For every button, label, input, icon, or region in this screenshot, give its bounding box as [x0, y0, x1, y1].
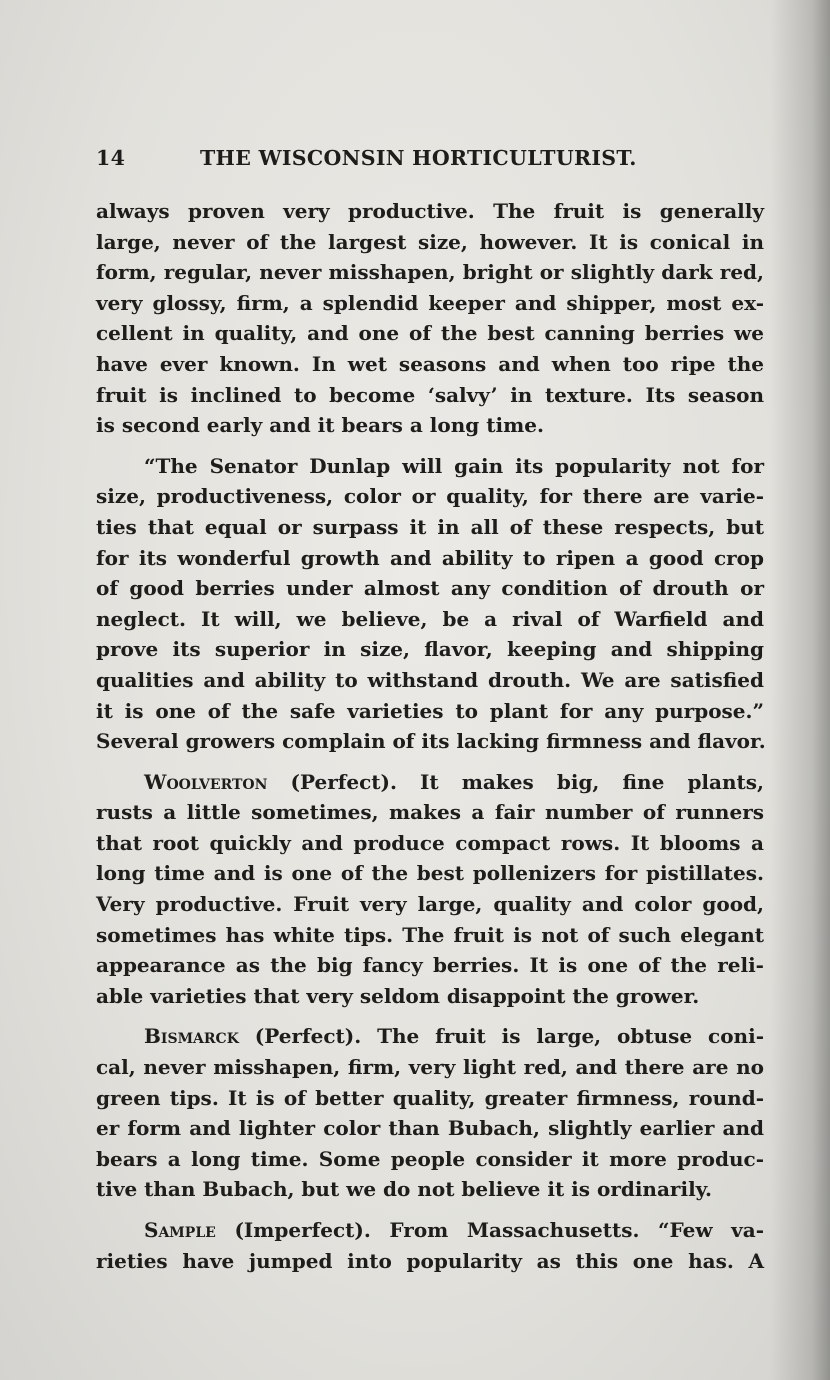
text-line — [96, 1215, 764, 1246]
text-line: of good berries under almost any condition of drouth or — [96, 576, 764, 601]
text-line: qualities and ability to withstand drouth. We are satisfied — [96, 667, 764, 692]
text-line: Several growers complain of its lacking firmness and flavor. — [96, 729, 766, 754]
text-line: appearance as the big fancy berries. It is one of the reli- — [96, 953, 764, 978]
text-line — [96, 1021, 764, 1052]
page-edge-shadow — [770, 0, 830, 1380]
text-line: cal, never misshapen, firm, very light red, and there are no — [96, 1055, 764, 1080]
text-line: size, productiveness, color or quality, for there are varie- — [96, 484, 764, 509]
text-line: prove its superior in size, flavor, keeping and shipping — [96, 637, 764, 662]
text-line: sometimes has white tips. The fruit is not of such elegant — [96, 922, 764, 947]
text-line: neglect. It will, we believe, be a rival of Warfield and — [96, 606, 764, 631]
text-line-rest: (Imperfect). From Massachusetts. “Few va- — [234, 1218, 765, 1242]
text-line — [96, 767, 764, 798]
text-line: long time and is one of the best pollenizers for pistillates. — [96, 861, 764, 886]
text-line: cellent in quality, and one of the best canning berries we — [96, 321, 764, 346]
text-line: always proven very productive. The fruit is generally — [96, 199, 764, 223]
text-line: for its wonderful growth and ability to ripen a good crop — [96, 545, 764, 570]
paragraph-bismarck — [96, 1021, 764, 1205]
page-number: 14 — [96, 146, 126, 170]
page-header-title: THE WISCONSIN HORTICULTURIST. — [200, 146, 637, 170]
text-line: rieties have jumped into popularity as this one has. A — [96, 1248, 764, 1273]
variety-name: Bismarck — [144, 1024, 239, 1049]
text-line: very glossy, firm, a splendid keeper and shipper, most ex- — [96, 290, 764, 315]
text-line: tive than Bubach, but we do not believe it is ordinarily. — [96, 1177, 712, 1202]
variety-name: Woolverton — [144, 769, 268, 794]
text-line-rest: (Perfect). It makes big, fine plants, — [290, 769, 764, 794]
text-line: ties that equal or surpass it in all of these respects, but — [96, 514, 764, 539]
text-line: rusts a little sometimes, makes a fair number of runners — [96, 800, 764, 825]
paragraph-senator-dunlap-quote — [96, 451, 764, 757]
text-line: er form and lighter color than Bubach, slightly earlier and — [96, 1116, 764, 1141]
paragraph-continuation — [96, 196, 764, 441]
paragraph-sample — [96, 1215, 764, 1276]
text-line: bears a long time. Some people consider it more produc- — [96, 1146, 764, 1171]
text-line: have ever known. In wet seasons and when too ripe the — [96, 351, 764, 376]
text-line: large, never of the largest size, however. It is conical in — [96, 229, 764, 254]
text-line: “The Senator Dunlap will gain its popularity not for — [144, 453, 764, 478]
text-line: form, regular, never misshapen, bright or slightly dark red, — [96, 260, 764, 285]
body-text — [96, 196, 764, 1286]
paragraph-woolverton — [96, 767, 764, 1012]
text-line: fruit is inclined to become ‘salvy’ in texture. Its season — [96, 382, 764, 407]
running-head — [96, 146, 662, 172]
text-line: that root quickly and produce compact rows. It blooms a — [96, 830, 764, 855]
variety-name: Sample — [144, 1218, 216, 1242]
text-line: it is one of the safe varieties to plant for any purpose.” — [96, 698, 764, 723]
text-line: able varieties that very seldom disappoint the grower. — [96, 983, 700, 1008]
text-line-rest: (Perfect). The fruit is large, obtuse coni- — [254, 1024, 764, 1049]
text-line: green tips. It is of better quality, greater firmness, round- — [96, 1085, 764, 1110]
text-line: Very productive. Fruit very large, quality and color good, — [96, 892, 764, 917]
text-line: is second early and it bears a long time. — [96, 413, 544, 438]
